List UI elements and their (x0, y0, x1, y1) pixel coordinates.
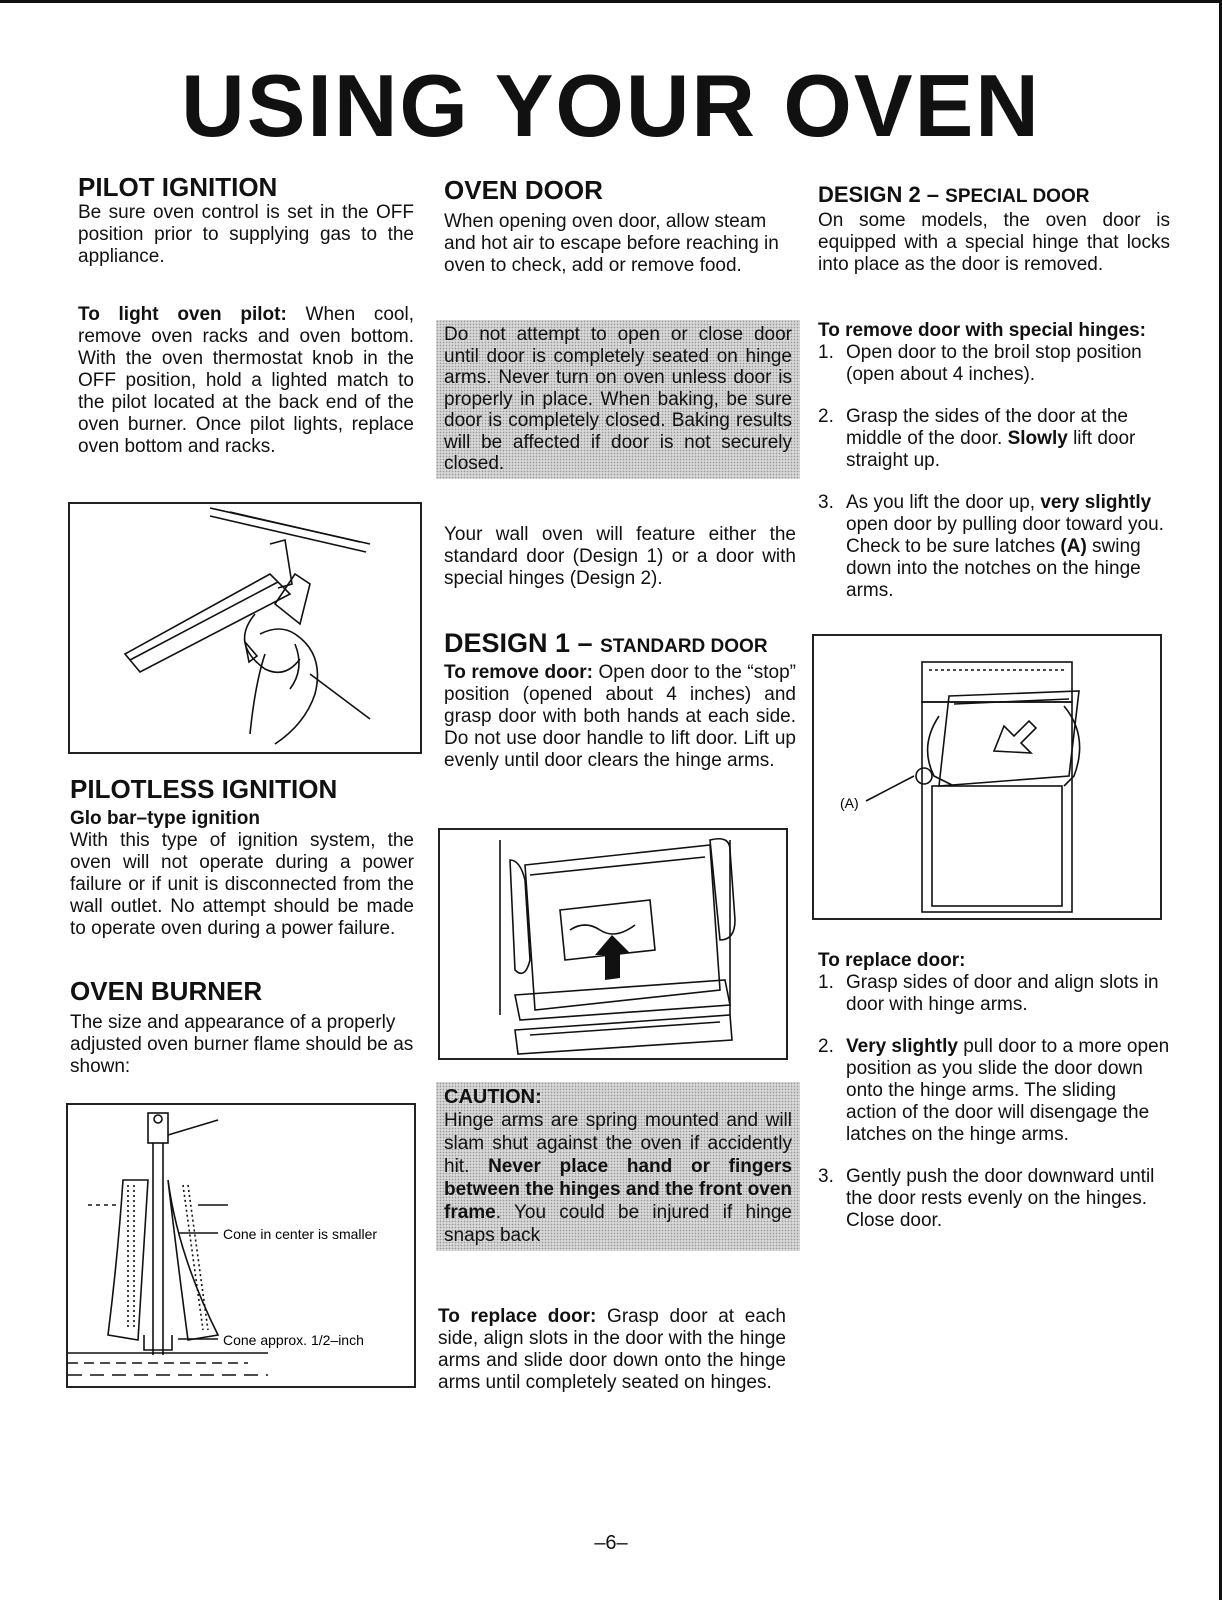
design-2-heading (818, 182, 1170, 210)
design-2-remove-steps (818, 342, 1170, 602)
list-item (818, 406, 1170, 472)
oven-burner-text: The size and appearance of a properly adjusted oven burner flame should be as shown: (70, 1012, 414, 1077)
oven-door-heading: OVEN DOOR (444, 175, 603, 205)
light-pilot-paragraph (78, 304, 414, 458)
list-item (818, 1166, 1170, 1232)
glo-bar-text: With this type of ignition system, the oven will not operate during a power failure or if unit is disconnected from the wall outlet. No attempt should be made to operate oven during a power failure. (70, 830, 414, 939)
burner-flame-illustration (66, 1103, 416, 1388)
design-1-heading (444, 628, 796, 662)
oven-door-text: When opening oven door, allow steam and hot air to escape before reaching in oven to check, add or remove food. (444, 211, 779, 276)
oven-burner-section (70, 976, 414, 1078)
page-title: USING YOUR OVEN (181, 56, 1041, 155)
standard-door-illustration (438, 828, 788, 1060)
design-2-replace-heading: To replace door: (818, 950, 966, 971)
step-number: 1. (818, 342, 834, 363)
step-text: lift door straight up. (846, 428, 1136, 471)
design-1-heading-suffix: STANDARD DOOR (600, 636, 768, 657)
design-2-section (818, 182, 1170, 276)
design-1-remove-text: Open door to the “stop” position (opened about 4 inches) and grasp door with both hands at each side. Do not use door handle to lift door. Lift up evenly until door clears the hinge arms. (444, 662, 796, 771)
step-text: As you lift the door up, (846, 492, 1041, 513)
list-item (818, 1036, 1170, 1146)
wall-oven-text-content: Your wall oven will feature either the standard door (Design 1) or a door with special hinges (Design 2). (444, 524, 796, 589)
design-2-remove-section (818, 320, 1170, 602)
pilot-ignition-heading: PILOT IGNITION (78, 172, 278, 202)
step-emphasis: Slowly (1007, 428, 1068, 449)
step-number: 1. (818, 972, 834, 993)
pilotless-section (70, 774, 414, 940)
step-emphasis: (A) (1060, 536, 1087, 557)
design-2-replace-section (818, 950, 1170, 1232)
design-1-replace-paragraph (438, 1306, 786, 1394)
oven-burner-heading: OVEN BURNER (70, 976, 263, 1006)
step-emphasis: very slightly (1040, 492, 1152, 513)
page-number: –6– (594, 1532, 628, 1554)
design-2-text: On some models, the oven door is equipped with a special hinge that locks into place as the door is removed. (818, 210, 1170, 275)
step-text: Grasp the sides of the door at the middle of the door. (846, 406, 1129, 449)
wall-oven-text (444, 524, 796, 590)
pilotless-ignition-heading: PILOTLESS IGNITION (70, 774, 338, 804)
list-item (818, 972, 1170, 1016)
step-number: 2. (818, 1036, 834, 1057)
standard-door-drawing (440, 830, 786, 1058)
caution-label: CAUTION: (444, 1086, 542, 1108)
design-2-heading-suffix: SPECIAL DOOR (945, 186, 1090, 207)
step-text: Open door to the broil stop position (open about 4 inches). (846, 342, 1142, 385)
latch-label: (A) (840, 795, 859, 811)
flame-label-center: Cone in center is smaller (223, 1226, 378, 1242)
caution-text-a: Hinge arms are spring mounted and will slam shut against the oven if accidently hit. (444, 1110, 792, 1177)
flame-label-cone: Cone approx. 1/2–inch (223, 1332, 364, 1348)
design-1-remove-label: To remove door: (444, 662, 593, 683)
step-number: 2. (818, 406, 834, 427)
design-2-remove-heading: To remove door with special hinges: (818, 320, 1146, 341)
door-warning-box (436, 320, 800, 479)
list-item (818, 342, 1170, 386)
burner-flame-drawing (68, 1105, 414, 1386)
step-number: 3. (818, 492, 834, 513)
oven-door-section (444, 175, 796, 277)
design-1-replace-text: Grasp door at each side, align slots in the door with the hinge arms and slide door down onto the hinge arms until completely seated on hinges. (438, 1306, 786, 1393)
design-1-replace-label: To replace door: (438, 1306, 597, 1327)
step-emphasis: Very slightly (846, 1036, 958, 1057)
step-text: swing down into the notches on the hinge arms. (846, 536, 1141, 601)
caution-text-b: Never place hand or fingers between the hinges and the front oven frame (444, 1156, 793, 1223)
step-text: Grasp sides of door and align slots in door with hinge arms. (846, 972, 1159, 1015)
pilot-ignition-text: Be sure oven control is set in the OFF position prior to supplying gas to the appliance. (78, 202, 414, 267)
step-text: pull door to a more open position as you slide the door down onto the hinge arms. The sliding action of the door will disengage the latches on the hinge arms. (846, 1036, 1170, 1145)
step-text: open door by pulling door toward you. Check to be sure latches (846, 514, 1164, 557)
pilot-lighting-illustration (68, 502, 422, 754)
column-1 (78, 172, 414, 268)
design-2-heading-prefix: DESIGN 2 – (818, 182, 946, 207)
light-pilot-label: To light oven pilot: (78, 304, 287, 325)
pilot-lighting-drawing (70, 504, 420, 752)
step-number: 3. (818, 1166, 834, 1187)
special-door-drawing (814, 636, 1160, 918)
design-2-replace-steps (818, 972, 1170, 1232)
design-1-heading-prefix: DESIGN 1 – (444, 628, 601, 658)
glo-bar-label: Glo bar–type ignition (70, 808, 261, 829)
special-door-illustration (812, 634, 1162, 920)
light-pilot-text: When cool, remove oven racks and oven bottom. With the oven thermostat knob in the OFF position, hold a lighted match to the pilot located at the back end of the oven burner. Once pilot lights, replace oven bottom and racks. (78, 304, 415, 457)
caution-text-c: . You could be injured if hinge snaps back (444, 1202, 792, 1246)
door-warning-text: Do not attempt to open or close door until door is completely seated on hinge arms. Never turn on oven unless door is properly in place. When baking, be sure door is completely closed. Baking results will be affected if door is not securely closed. (444, 324, 792, 474)
list-item (818, 492, 1170, 602)
design-1-section (444, 628, 796, 772)
caution-box (436, 1082, 800, 1251)
step-text: Gently push the door downward until the door rests evenly on the hinges. Close door. (846, 1166, 1155, 1231)
